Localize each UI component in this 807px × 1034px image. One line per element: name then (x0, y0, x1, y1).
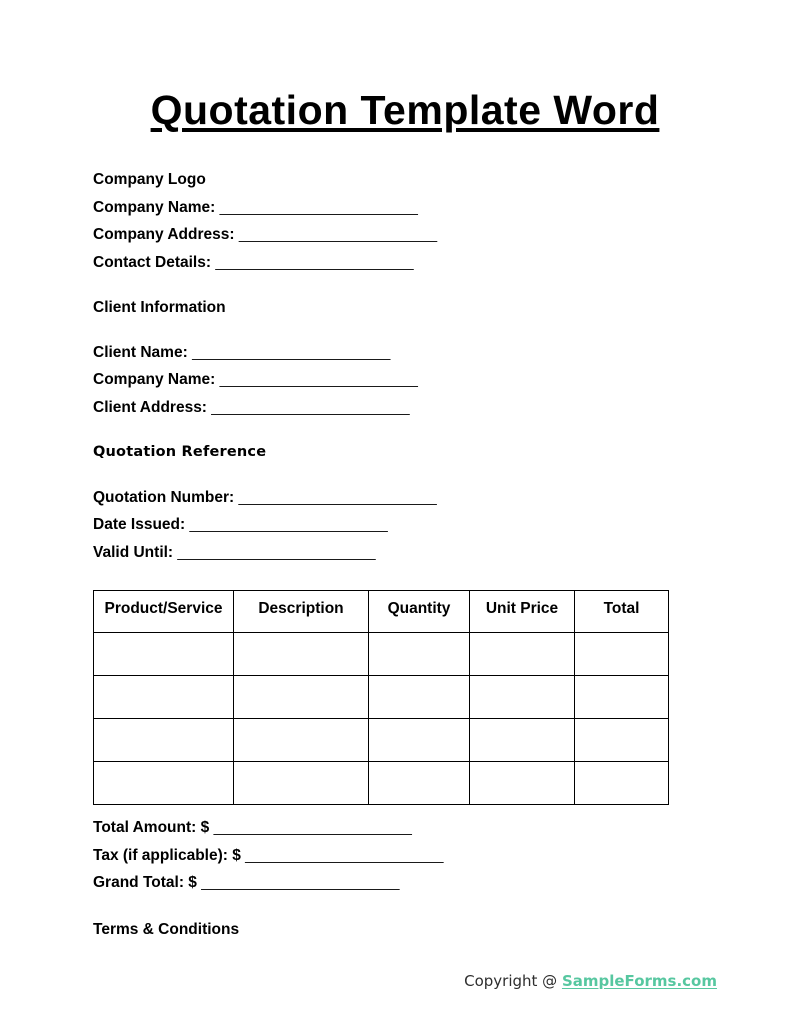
quotation-number-blank: _______________________ (238, 488, 437, 506)
valid-until-line (93, 539, 717, 567)
contact-details-label: Contact Details: (93, 253, 211, 271)
tax-blank: _______________________ (245, 846, 444, 864)
date-issued-line (93, 511, 717, 539)
table-cell (234, 719, 369, 762)
quotation-number-label: Quotation Number: (93, 488, 235, 506)
client-name-blank: _______________________ (192, 343, 391, 361)
client-name-line (93, 339, 717, 367)
table-cell (470, 633, 575, 676)
table-cell (94, 633, 234, 676)
table-cell (470, 719, 575, 762)
company-logo-line (93, 166, 717, 194)
table-cell (470, 762, 575, 805)
company-name-line (93, 194, 717, 222)
terms-conditions-heading: Terms & Conditions (93, 920, 240, 938)
valid-until-blank: _______________________ (177, 543, 376, 561)
table-cell (234, 633, 369, 676)
total-amount-blank: _______________________ (213, 819, 412, 836)
grand-total-line (93, 869, 717, 897)
table-cell (234, 676, 369, 719)
quotation-reference-section (93, 439, 717, 566)
company-logo-label: Company Logo (93, 171, 206, 188)
table-cell (575, 762, 669, 805)
totals-section (93, 814, 717, 897)
table-cell (575, 719, 669, 762)
items-table-header-row (94, 591, 669, 633)
table-row (94, 762, 669, 805)
table-row (94, 676, 669, 719)
table-row (94, 719, 669, 762)
quotation-number-line (93, 484, 717, 512)
company-name-label: Company Name: (93, 198, 216, 216)
table-row (94, 633, 669, 676)
client-name-label: Client Name: (93, 343, 188, 361)
date-issued-label: Date Issued: (93, 516, 186, 533)
header-unit-price: Unit Price (470, 591, 575, 633)
company-name-blank: _______________________ (219, 198, 418, 216)
contact-details-line (93, 249, 717, 277)
table-cell (369, 676, 470, 719)
company-address-label: Company Address: (93, 226, 235, 243)
header-total: Total (575, 591, 669, 633)
copyright-text: Copyright @ (464, 972, 562, 990)
header-product-service: Product/Service (94, 591, 234, 633)
company-address-blank: _______________________ (238, 226, 438, 243)
sampleforms-link[interactable]: SampleForms.com (561, 972, 717, 990)
table-cell (234, 762, 369, 805)
client-address-line (93, 394, 717, 422)
page-title: Quotation Template Word (150, 87, 660, 133)
company-address-line (93, 221, 717, 249)
table-cell (369, 719, 470, 762)
client-section (93, 294, 717, 421)
client-company-name-line (93, 366, 717, 394)
table-cell (94, 676, 234, 719)
grand-total-label: Grand Total: $ (93, 874, 197, 891)
table-cell (94, 762, 234, 805)
quotation-reference-heading: Quotation Reference (93, 444, 267, 460)
date-issued-blank: _______________________ (189, 516, 388, 533)
tax-label: Tax (if applicable): $ (93, 846, 241, 864)
valid-until-label: Valid Until: (93, 543, 174, 561)
table-cell (369, 762, 470, 805)
total-amount-label: Total Amount: $ (93, 819, 210, 836)
company-section (93, 166, 717, 276)
client-company-name-label: Company Name: (93, 371, 216, 388)
footer-copyright (464, 972, 717, 990)
header-quantity: Quantity (369, 591, 470, 633)
contact-details-blank: _______________________ (215, 253, 414, 271)
grand-total-blank: _______________________ (201, 874, 400, 891)
table-cell (575, 633, 669, 676)
client-address-blank: _______________________ (211, 398, 410, 416)
table-cell (94, 719, 234, 762)
client-company-name-blank: _______________________ (219, 371, 418, 388)
table-cell (575, 676, 669, 719)
total-amount-line (93, 814, 717, 842)
tax-line (93, 842, 717, 870)
client-address-label: Client Address: (93, 398, 207, 416)
header-description: Description (234, 591, 369, 633)
items-table (93, 590, 669, 805)
table-cell (369, 633, 470, 676)
table-cell (470, 676, 575, 719)
client-information-heading: Client Information (93, 299, 226, 316)
